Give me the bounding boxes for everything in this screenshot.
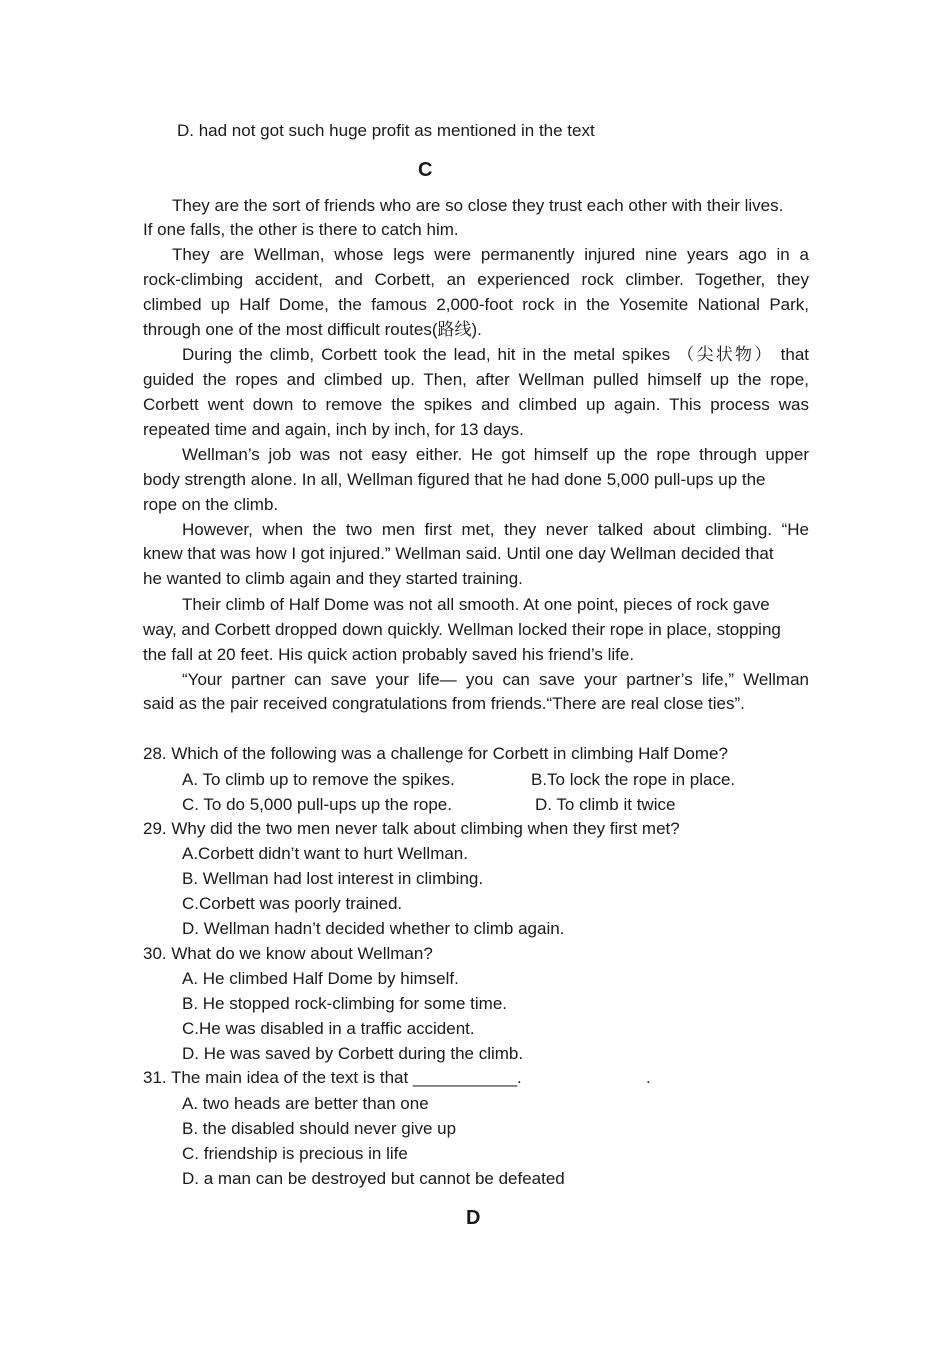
passage-line: Corbett went down to remove the spikes and climbed up again. This process was (143, 395, 809, 414)
passage-line: During the climb, Corbett took the lead, hit in the metal spikes （尖状物） that (182, 345, 809, 364)
question-stem: 28. Which of the following was a challenge for Corbett in climbing Half Dome? (143, 744, 728, 763)
section-c-heading: C (418, 159, 433, 181)
stray-mark: . (646, 1068, 651, 1087)
option-d: D. a man can be destroyed but cannot be defeated (182, 1169, 565, 1188)
passage-line: climbed up Half Dome, the famous 2,000-foot rock in the Yosemite National Park, (143, 295, 809, 314)
option-a: A. To climb up to remove the spikes. (182, 770, 455, 789)
passage-line: Their climb of Half Dome was not all smooth. At one point, pieces of rock gave (182, 595, 770, 614)
passage-line: knew that was how I got injured.” Wellman said. Until one day Wellman decided that (143, 544, 774, 563)
option-b: B. Wellman had lost interest in climbing. (182, 869, 484, 888)
passage-line: “Your partner can save your life— you can save your partner’s life,” Wellman (182, 670, 809, 689)
passage-line: However, when the two men first met, they never talked about climbing. “He (182, 520, 809, 539)
passage-line: through one of the most difficult routes(路线). (143, 320, 482, 339)
option-d: D. To climb it twice (535, 795, 676, 814)
passage-line: They are Wellman, whose legs were permanently injured nine years ago in a (172, 245, 809, 264)
question-stem: 31. The main idea of the text is that ___________. (143, 1068, 522, 1087)
option-c: C.Corbett was poorly trained. (182, 894, 403, 913)
passage-line: rock-climbing accident, and Corbett, an experienced rock climber. Together, they (143, 270, 809, 289)
section-d-heading: D (466, 1207, 481, 1229)
option-c: C. friendship is precious in life (182, 1144, 408, 1163)
option-b: B.To lock the rope in place. (531, 770, 736, 789)
option-a: A.Corbett didn’t want to hurt Wellman. (182, 844, 468, 863)
passage-line: the fall at 20 feet. His quick action probably saved his friend’s life. (143, 645, 635, 664)
option-d: D. Wellman hadn’t decided whether to climb again. (182, 919, 565, 938)
passage-line: said as the pair received congratulations from friends.“There are real close ties”. (143, 694, 745, 713)
option-b: B. He stopped rock-climbing for some time. (182, 994, 508, 1013)
option-c: C.He was disabled in a traffic accident. (182, 1019, 475, 1038)
option-b: B. the disabled should never give up (182, 1119, 457, 1138)
passage-line: They are the sort of friends who are so close they trust each other with their lives. (172, 196, 784, 215)
passage-line: repeated time and again, inch by inch, for 13 days. (143, 420, 524, 439)
passage-line: rope on the climb. (143, 495, 279, 514)
passage-line: guided the ropes and climbed up. Then, after Wellman pulled himself up the rope, (143, 370, 809, 389)
passage-line: way, and Corbett dropped down quickly. Wellman locked their rope in place, stopping (143, 620, 781, 639)
question-stem: 29. Why did the two men never talk about climbing when they first met? (143, 819, 680, 838)
previous-question-option-d: D. had not got such huge profit as mentioned in the text (177, 121, 595, 140)
option-a: A. two heads are better than one (182, 1094, 429, 1113)
passage-line: body strength alone. In all, Wellman figured that he had done 5,000 pull-ups up the (143, 470, 766, 489)
option-d: D. He was saved by Corbett during the climb. (182, 1044, 524, 1063)
question-stem: 30. What do we know about Wellman? (143, 944, 433, 963)
passage-line: If one falls, the other is there to catch him. (143, 220, 459, 239)
option-a: A. He climbed Half Dome by himself. (182, 969, 459, 988)
option-c: C. To do 5,000 pull-ups up the rope. (182, 795, 452, 814)
passage-line: Wellman’s job was not easy either. He got himself up the rope through upper (182, 445, 809, 464)
passage-line: he wanted to climb again and they started training. (143, 569, 523, 588)
